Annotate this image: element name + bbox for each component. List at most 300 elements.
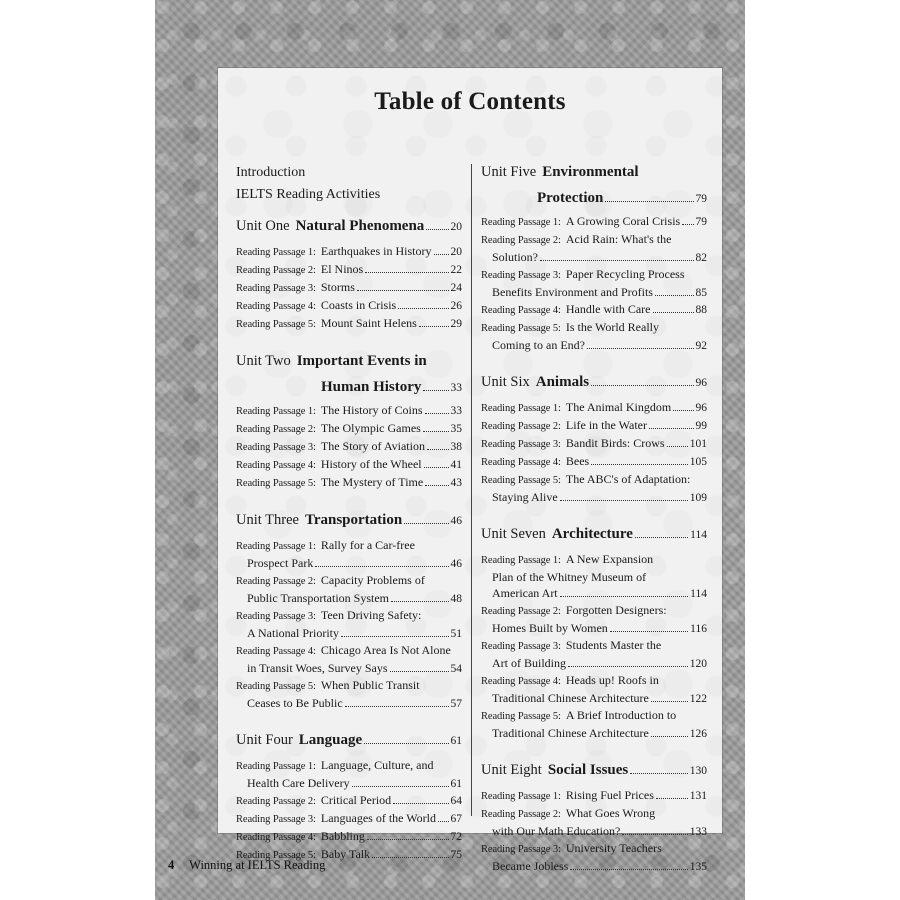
- passage-line: [481, 337, 707, 354]
- passage-entry: [236, 537, 462, 572]
- passage-page: 33: [450, 405, 462, 417]
- passage-label: Reading Passage 4:: [236, 832, 316, 843]
- passage-page: 120: [689, 658, 707, 670]
- unit-block: [481, 372, 707, 506]
- unit-prefix: Unit Five: [481, 164, 537, 180]
- passage-line: [236, 438, 462, 456]
- dot-leader: [365, 272, 448, 273]
- passage-title: The Mystery of Time: [320, 475, 424, 489]
- passage-label: Reading Passage 3:: [236, 283, 316, 294]
- unit-prefix: Unit Six: [481, 374, 530, 390]
- passage-title-continued: A National Priority: [247, 626, 339, 640]
- passage-label: Reading Passage 2:: [481, 235, 561, 246]
- passage-title: The Story of Aviation: [320, 439, 425, 453]
- unit-heading: [481, 760, 707, 781]
- passage-entry: [481, 266, 707, 301]
- intro-item: Introduction: [236, 165, 306, 180]
- dot-leader: [372, 857, 448, 858]
- passage-title-continued: Traditional Chinese Architecture: [492, 691, 649, 705]
- passage-entry: [236, 757, 462, 792]
- passage-line: [236, 555, 462, 572]
- passage-page: 43: [450, 477, 462, 489]
- right-units: [481, 162, 707, 875]
- unit-heading: [236, 730, 462, 751]
- passage-title: Babbling: [320, 829, 365, 843]
- dot-leader: [591, 464, 688, 465]
- passage-line: [236, 775, 462, 792]
- unit-page: 96: [695, 377, 707, 389]
- passage-label: Reading Passage 2:: [481, 421, 561, 432]
- passage-label: Reading Passage 4:: [236, 301, 316, 312]
- unit-name: Social Issues: [547, 762, 629, 778]
- passage-entry: [236, 677, 462, 712]
- passage-entry: [236, 279, 462, 297]
- passage-label: Reading Passage 2:: [236, 265, 316, 276]
- unit-page: 46: [450, 515, 462, 527]
- unit-heading-line2: [236, 377, 462, 398]
- passage-line: [481, 471, 707, 489]
- passage-entry: [481, 301, 707, 319]
- unit-name-continued: Human History: [321, 379, 422, 395]
- unit-heading: [236, 351, 462, 371]
- passage-entry: [236, 402, 462, 420]
- dot-leader: [656, 798, 688, 799]
- passage-label: Reading Passage 1:: [481, 403, 561, 414]
- passage-label: Reading Passage 1:: [481, 555, 561, 566]
- dot-leader: [622, 834, 687, 835]
- passage-line: [236, 625, 462, 642]
- left-units: [236, 216, 462, 864]
- unit-heading: [481, 524, 707, 545]
- dot-leader: [367, 839, 449, 840]
- passage-label: Reading Passage 5:: [481, 475, 561, 486]
- passage-line: [481, 690, 707, 707]
- passage-entry: [481, 231, 707, 266]
- unit-block: [236, 216, 462, 333]
- passage-line: [481, 787, 707, 805]
- passage-title: The Animal Kingdom: [565, 400, 672, 414]
- passage-title-continued: Staying Alive: [492, 490, 558, 504]
- passage-page: 54: [450, 663, 462, 675]
- passage-title: Forgotten Designers:: [565, 603, 667, 617]
- passage-page: 51: [450, 628, 462, 640]
- dot-leader: [398, 308, 448, 309]
- passage-title-continued: Prospect Park: [247, 556, 314, 570]
- passage-title: Bandit Birds: Crows: [565, 436, 665, 450]
- passage-page: 114: [690, 588, 707, 600]
- passage-line: [481, 284, 707, 301]
- passage-label: Reading Passage 5:: [236, 850, 316, 861]
- passage-line: [481, 551, 707, 569]
- dot-leader: [315, 566, 448, 567]
- passage-entry: [481, 672, 707, 707]
- dot-leader: [605, 201, 693, 202]
- passage-title: Coasts in Crisis: [320, 298, 397, 312]
- passage-label: Reading Passage 4:: [236, 646, 316, 657]
- passage-entry: [236, 243, 462, 261]
- unit-name: Language: [298, 732, 363, 748]
- passage-label: Reading Passage 3:: [481, 641, 561, 652]
- passage-entry: [481, 637, 707, 672]
- dot-leader: [591, 385, 693, 386]
- passage-title: The ABC's of Adaptation:: [565, 472, 691, 486]
- passage-label: Reading Passage 1:: [236, 541, 316, 552]
- passage-line: [481, 725, 707, 742]
- passage-page: 22: [450, 264, 462, 276]
- passage-page: 72: [450, 831, 462, 843]
- passage-page: 75: [450, 849, 462, 861]
- unit-heading: [481, 372, 707, 393]
- passage-title-continued: Plan of the Whitney Museum of: [492, 570, 647, 584]
- passage-page: 41: [450, 459, 462, 471]
- passage-label: Reading Passage 4:: [236, 460, 316, 471]
- dot-leader: [425, 485, 448, 486]
- passage-entry: [236, 828, 462, 846]
- passage-title: Mount Saint Helens: [320, 316, 417, 330]
- dot-leader: [630, 773, 687, 774]
- dot-leader: [438, 821, 449, 822]
- passage-line: [481, 858, 707, 875]
- passage-title: Teen Driving Safety:: [320, 608, 422, 622]
- passage-line: [481, 453, 707, 471]
- dot-leader: [434, 254, 449, 255]
- unit-name: Environmental: [542, 164, 639, 180]
- unit-prefix: Unit One: [236, 218, 290, 234]
- dot-leader: [345, 706, 449, 707]
- dot-leader: [426, 229, 448, 230]
- passage-page: 131: [689, 790, 707, 802]
- unit-prefix: Unit Three: [236, 512, 299, 528]
- passage-page: 133: [689, 826, 707, 838]
- dot-leader: [682, 224, 693, 225]
- passage-page: 88: [695, 304, 707, 316]
- passage-line: [481, 489, 707, 506]
- passage-entry: [481, 805, 707, 840]
- passage-page: 79: [695, 216, 707, 228]
- passage-title-continued: Art of Building: [492, 656, 566, 670]
- passage-title: What Goes Wrong: [565, 806, 656, 820]
- dot-leader: [651, 701, 688, 702]
- passage-page: 61: [450, 778, 462, 790]
- passage-line: [481, 399, 707, 417]
- passage-line: [481, 231, 707, 249]
- passage-line: [481, 249, 707, 266]
- unit-name: Natural Phenomena: [295, 218, 425, 234]
- passage-title-continued: with Our Math Education?: [492, 824, 621, 838]
- passage-line: [236, 810, 462, 828]
- passage-title: Critical Period: [320, 793, 392, 807]
- passage-line: [236, 660, 462, 677]
- unit-page: 20: [450, 221, 462, 233]
- passage-label: Reading Passage 3:: [481, 439, 561, 450]
- passage-line: [481, 417, 707, 435]
- passage-entry: [481, 602, 707, 637]
- passage-entry: [236, 642, 462, 677]
- page-title: Table of Contents: [374, 88, 566, 115]
- passage-page: 46: [450, 558, 462, 570]
- passage-line: [236, 757, 462, 775]
- left-column: [236, 162, 462, 864]
- passage-title: A New Expansion: [565, 552, 654, 566]
- passage-page: 85: [695, 287, 707, 299]
- passage-label: Reading Passage 3:: [236, 814, 316, 825]
- passage-line: [481, 707, 707, 725]
- passage-line: [236, 402, 462, 420]
- unit-block: [481, 524, 707, 742]
- passage-title: Life in the Water: [565, 418, 647, 432]
- passage-entry: [236, 810, 462, 828]
- passage-page: 122: [689, 693, 707, 705]
- unit-page: 79: [695, 193, 707, 205]
- passage-entry: [481, 787, 707, 805]
- passage-label: Reading Passage 5:: [481, 323, 561, 334]
- passage-entry: [481, 707, 707, 742]
- passage-title: El Ninos: [320, 262, 364, 276]
- passage-page: 35: [450, 423, 462, 435]
- passage-title-continued: American Art: [492, 586, 558, 600]
- passage-page: 82: [695, 252, 707, 264]
- passage-title-continued: Benefits Environment and Profits: [492, 285, 653, 299]
- page-footer: [168, 858, 325, 873]
- passage-title: Heads up! Roofs in: [565, 673, 659, 687]
- passage-line: [481, 435, 707, 453]
- passage-line: [236, 243, 462, 261]
- passage-entry: [481, 435, 707, 453]
- unit-block: [236, 730, 462, 864]
- passage-page: 48: [450, 593, 462, 605]
- unit-prefix: Unit Four: [236, 732, 293, 748]
- dot-leader: [423, 390, 448, 391]
- passage-title: History of the Wheel: [320, 457, 422, 471]
- dot-leader: [655, 295, 694, 296]
- passage-title: The History of Coins: [320, 403, 423, 417]
- passage-line: [481, 585, 707, 602]
- passage-page: 57: [450, 698, 462, 710]
- dot-leader: [364, 743, 448, 744]
- dot-leader: [425, 413, 449, 414]
- passage-page: 26: [450, 300, 462, 312]
- passage-title: Chicago Area Is Not Alone: [320, 643, 451, 657]
- unit-block: [236, 510, 462, 712]
- unit-heading: [481, 162, 707, 182]
- passage-title-continued: Traditional Chinese Architecture: [492, 726, 649, 740]
- passage-entry: [481, 840, 707, 875]
- dot-leader: [560, 596, 689, 597]
- passage-line: [481, 266, 707, 284]
- passage-line: [481, 655, 707, 672]
- unit-prefix: Unit Seven: [481, 526, 546, 542]
- passage-title-continued: Homes Built by Women: [492, 621, 608, 635]
- unit-name: Animals: [535, 374, 590, 390]
- passage-title: Capacity Problems of: [320, 573, 425, 587]
- dot-leader: [424, 467, 449, 468]
- passage-line: [236, 607, 462, 625]
- passage-entry: [481, 551, 707, 602]
- passage-title: Storms: [320, 280, 355, 294]
- passage-page: 29: [450, 318, 462, 330]
- footer-book-title: Winning at IELTS Reading: [189, 858, 326, 872]
- passage-line: [481, 637, 707, 655]
- passage-line: [481, 569, 707, 585]
- passage-line: [481, 602, 707, 620]
- unit-name: Architecture: [551, 526, 633, 542]
- passage-title: The Olympic Games: [320, 421, 421, 435]
- passage-line: [481, 620, 707, 637]
- passage-title-continued: in Transit Woes, Survey Says: [247, 661, 388, 675]
- unit-heading: [236, 216, 462, 237]
- passage-line: [236, 279, 462, 297]
- passage-title: Rally for a Car-free: [320, 538, 415, 552]
- passage-title-continued: Coming to an End?: [492, 338, 585, 352]
- dot-leader: [391, 601, 448, 602]
- unit-heading-line2: [481, 188, 707, 209]
- passage-label: Reading Passage 3:: [481, 270, 561, 281]
- passage-title: Students Master the: [565, 638, 662, 652]
- passage-page: 116: [690, 623, 707, 635]
- passage-line: [236, 420, 462, 438]
- passage-label: Reading Passage 2:: [236, 576, 316, 587]
- passage-line: [481, 672, 707, 690]
- passage-entry: [481, 399, 707, 417]
- passage-title: Rising Fuel Prices: [565, 788, 654, 802]
- passage-entry: [481, 471, 707, 506]
- passage-entry: [481, 213, 707, 231]
- passage-page: 64: [450, 795, 462, 807]
- passage-line: [481, 840, 707, 858]
- passage-title: University Teachers: [565, 841, 662, 855]
- passage-label: Reading Passage 1:: [481, 217, 561, 228]
- passage-line: [236, 642, 462, 660]
- unit-heading: [236, 510, 462, 531]
- passage-page: 38: [450, 441, 462, 453]
- passage-label: Reading Passage 3:: [481, 844, 561, 855]
- dot-leader: [357, 290, 449, 291]
- unit-name-continued: Protection: [537, 190, 604, 206]
- unit-block: [481, 760, 707, 875]
- passage-entry: [236, 438, 462, 456]
- passage-line: [236, 474, 462, 492]
- passage-line: [236, 261, 462, 279]
- passage-label: Reading Passage 1:: [236, 761, 316, 772]
- passage-title: Is the World Really: [565, 320, 659, 334]
- dot-leader: [427, 449, 449, 450]
- passage-label: Reading Passage 5:: [236, 319, 316, 330]
- passage-label: Reading Passage 2:: [236, 424, 316, 435]
- passage-label: Reading Passage 2:: [481, 606, 561, 617]
- passage-line: [236, 828, 462, 846]
- intro-section: [236, 162, 462, 206]
- unit-page: 61: [450, 735, 462, 747]
- passage-label: Reading Passage 3:: [236, 611, 316, 622]
- passage-title-continued: Ceases to Be Public: [247, 696, 343, 710]
- passage-entry: [236, 456, 462, 474]
- unit-block: [481, 162, 707, 354]
- dot-leader: [673, 410, 693, 411]
- dot-leader: [393, 803, 448, 804]
- passage-line: [481, 213, 707, 231]
- passage-title: A Brief Introduction to: [565, 708, 677, 722]
- unit-page: 114: [690, 529, 707, 541]
- passage-label: Reading Passage 5:: [481, 711, 561, 722]
- passage-label: Reading Passage 4:: [481, 305, 561, 316]
- passage-label: Reading Passage 5:: [236, 681, 316, 692]
- passage-label: Reading Passage 1:: [236, 406, 316, 417]
- unit-page: 130: [689, 765, 707, 777]
- passage-title-continued: Became Jobless: [492, 859, 569, 873]
- passage-title: Acid Rain: What's the: [565, 232, 672, 246]
- dot-leader: [649, 428, 694, 429]
- unit-name: Important Events in: [296, 353, 427, 369]
- passage-page: 96: [695, 402, 707, 414]
- passage-page: 105: [689, 456, 707, 468]
- passage-line: [236, 590, 462, 607]
- passage-label: Reading Passage 4:: [481, 676, 561, 687]
- passage-page: 24: [450, 282, 462, 294]
- dot-leader: [667, 446, 688, 447]
- passage-label: Reading Passage 2:: [236, 796, 316, 807]
- dot-leader: [390, 671, 449, 672]
- dot-leader: [610, 631, 688, 632]
- passage-entry: [236, 315, 462, 333]
- passage-title: Languages of the World: [320, 811, 436, 825]
- passage-line: [236, 677, 462, 695]
- dot-leader: [635, 537, 688, 538]
- right-column: [481, 162, 707, 875]
- passage-line: [481, 319, 707, 337]
- passage-page: 126: [689, 728, 707, 740]
- passage-entry: [481, 453, 707, 471]
- passage-entry: [236, 261, 462, 279]
- passage-line: [236, 537, 462, 555]
- passage-entry: [236, 607, 462, 642]
- passage-entry: [481, 319, 707, 354]
- dot-leader: [352, 786, 449, 787]
- passage-entry: [236, 572, 462, 607]
- dot-leader: [419, 326, 449, 327]
- unit-page: 33: [450, 382, 462, 394]
- passage-title: When Public Transit: [320, 678, 420, 692]
- passage-entry: [236, 420, 462, 438]
- passage-page: 101: [689, 438, 707, 450]
- passage-page: 20: [450, 246, 462, 258]
- dot-leader: [341, 636, 449, 637]
- passage-line: [236, 572, 462, 590]
- passage-title: Baby Talk: [320, 847, 371, 861]
- dot-leader: [570, 869, 687, 870]
- unit-prefix: Unit Two: [236, 353, 291, 369]
- passage-title: A Growing Coral Crisis: [565, 214, 681, 228]
- passage-entry: [236, 792, 462, 810]
- passage-line: [481, 805, 707, 823]
- passage-page: 109: [689, 492, 707, 504]
- dot-leader: [568, 666, 688, 667]
- passage-title: Handle with Care: [565, 302, 651, 316]
- unit-block: [236, 351, 462, 492]
- intro-item: IELTS Reading Activities: [236, 187, 381, 202]
- passage-line: [236, 297, 462, 315]
- passage-label: Reading Passage 3:: [236, 442, 316, 453]
- passage-entry: [481, 417, 707, 435]
- passage-title: Earthquakes in History: [320, 244, 432, 258]
- footer-page-number: 4: [168, 858, 175, 872]
- passage-title: Paper Recycling Process: [565, 267, 685, 281]
- passage-label: Reading Passage 5:: [236, 478, 316, 489]
- passage-line: [481, 823, 707, 840]
- passage-label: Reading Passage 1:: [481, 791, 561, 802]
- column-divider: [471, 164, 472, 816]
- passage-line: [236, 315, 462, 333]
- dot-leader: [651, 736, 688, 737]
